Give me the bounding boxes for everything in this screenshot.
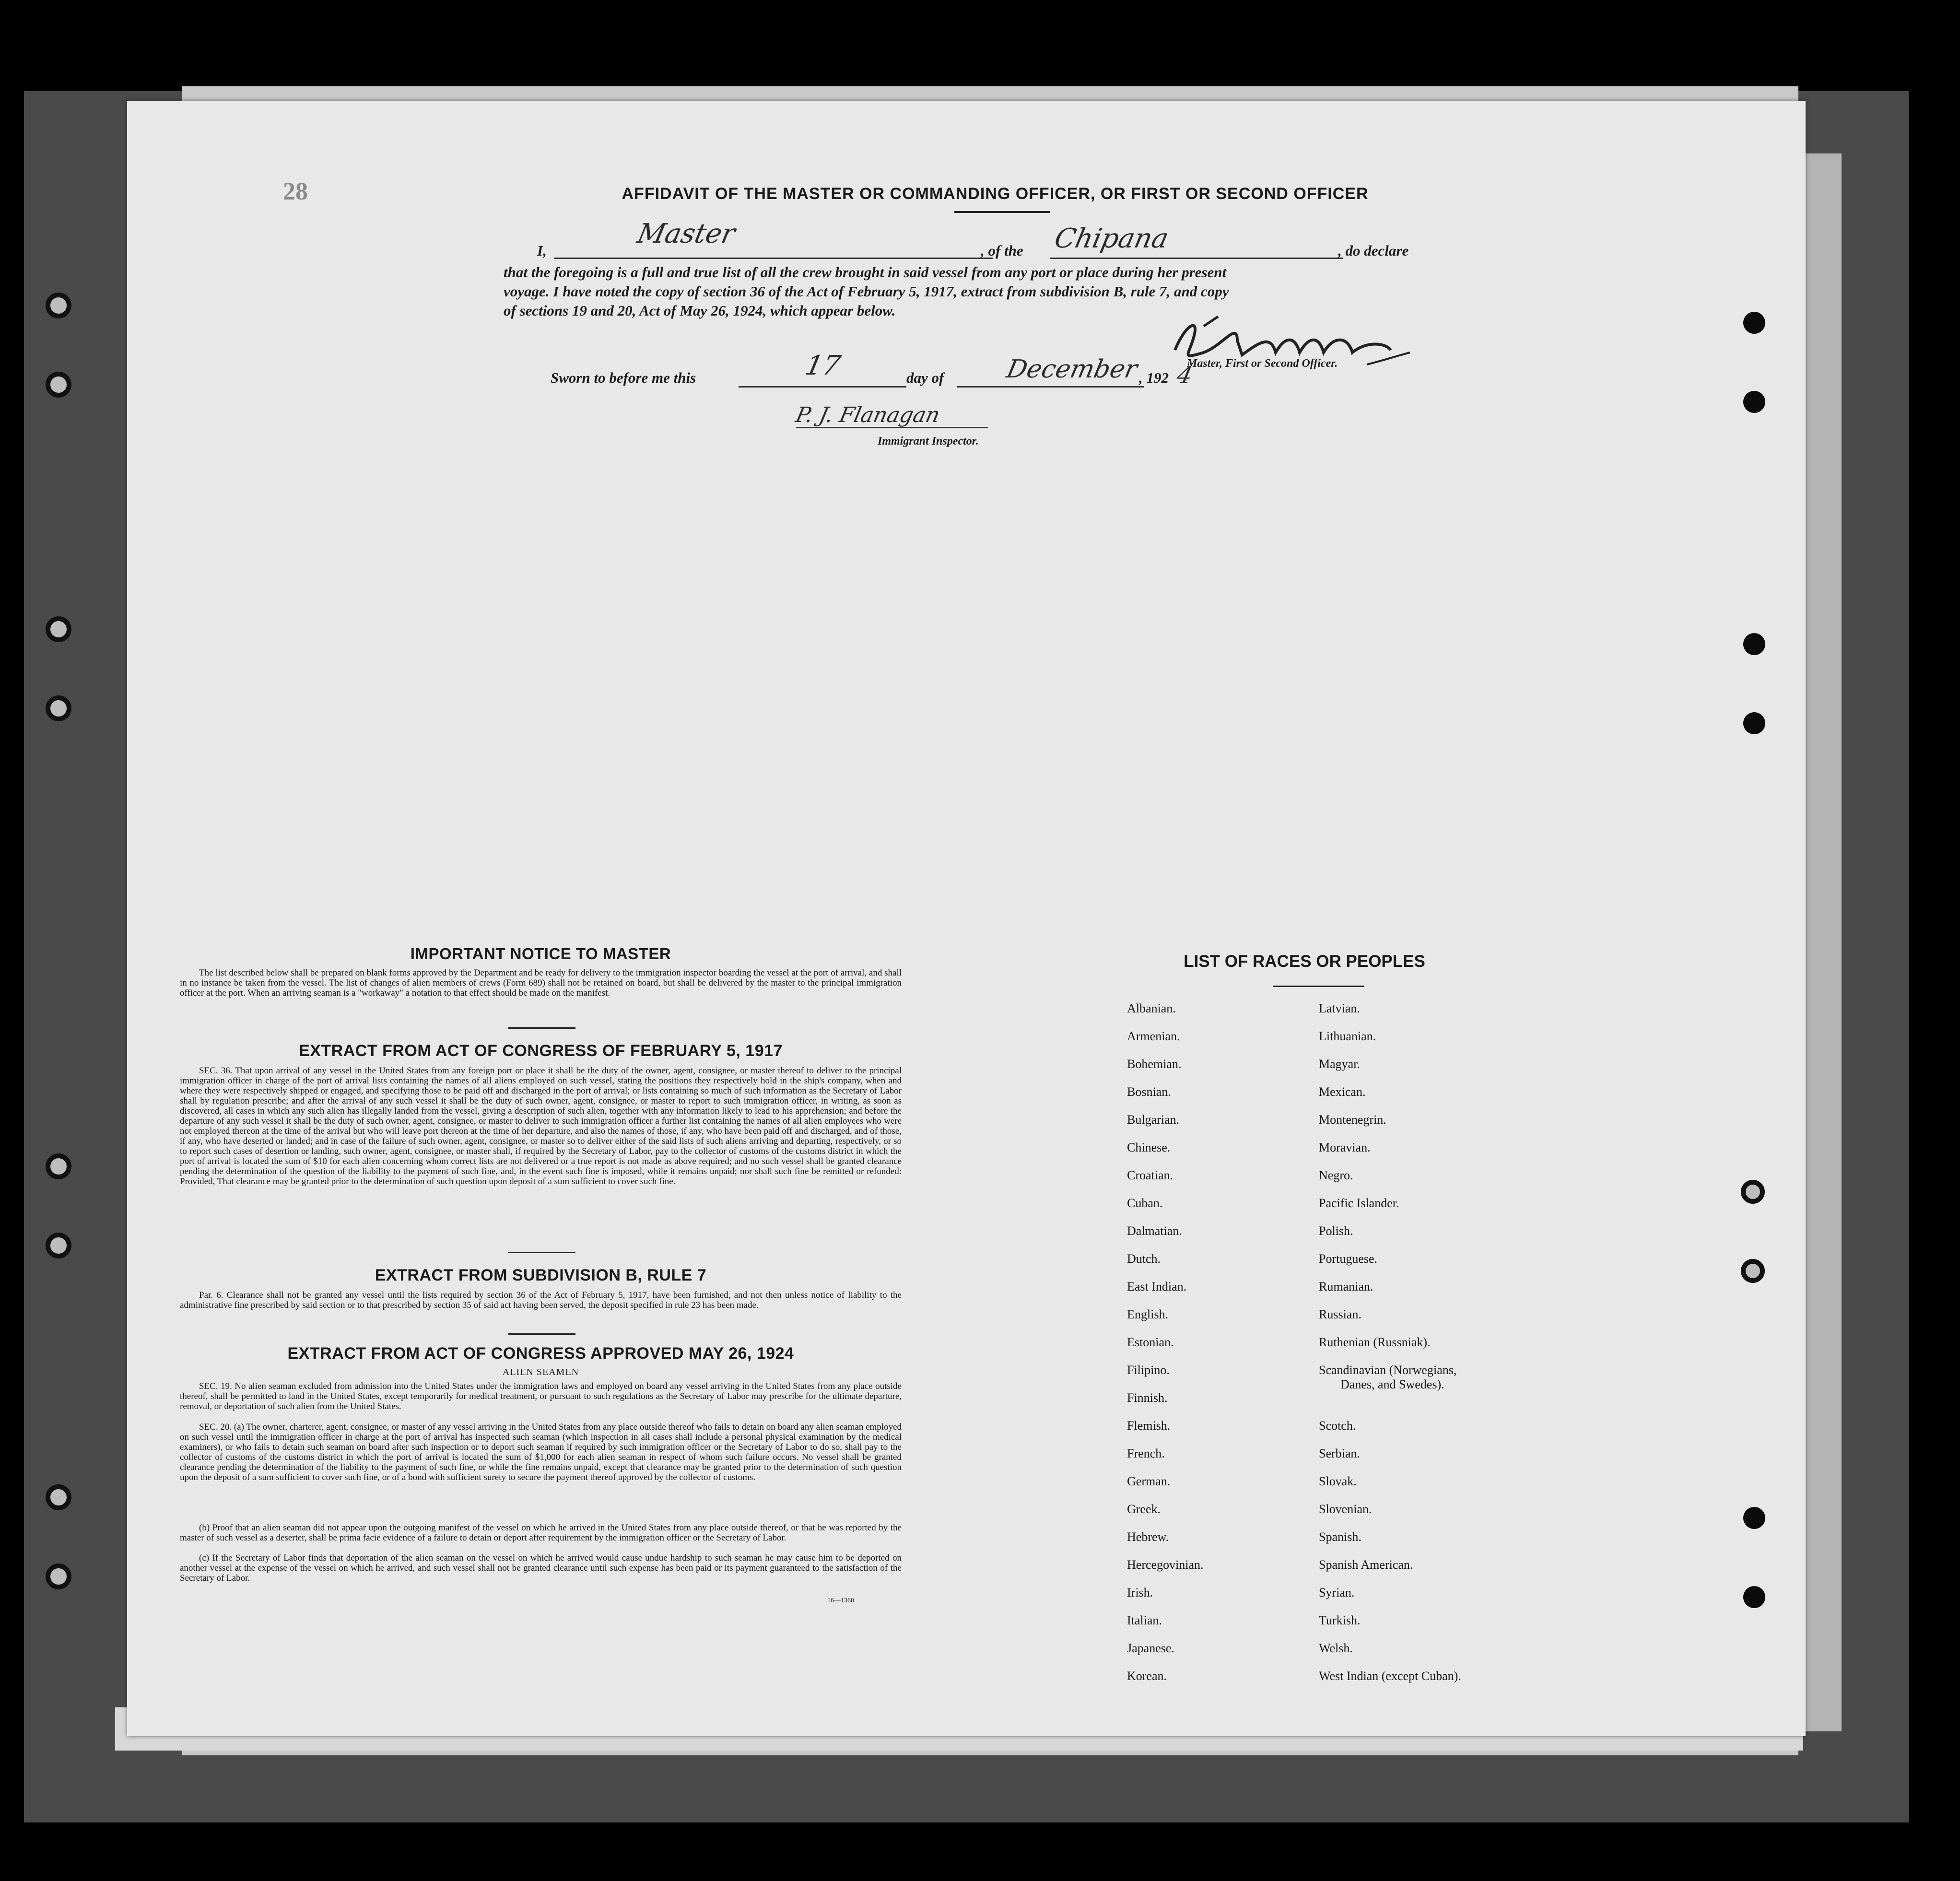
punch-hole: [1741, 1180, 1765, 1204]
race-item: Finnish.: [1127, 1391, 1168, 1405]
divider: [508, 1333, 575, 1335]
punch-hole: [1743, 1507, 1765, 1529]
page-number: 28: [283, 178, 308, 205]
race-item: Bosnian.: [1127, 1085, 1171, 1099]
race-item: Armenian.: [1127, 1029, 1180, 1043]
race-item: Turkish.: [1319, 1613, 1361, 1627]
vessel-line: [1050, 258, 1343, 259]
sworn-label: Sworn to before me this: [551, 369, 696, 386]
document-page: [127, 101, 1806, 1736]
race-item: Spanish American.: [1319, 1558, 1413, 1572]
race-item: English.: [1127, 1307, 1168, 1321]
race-item: Portuguese.: [1319, 1252, 1378, 1266]
race-item: Syrian.: [1319, 1586, 1355, 1599]
race-item: Montenegrin.: [1319, 1113, 1386, 1127]
race-item: Croatian.: [1127, 1168, 1174, 1182]
punch-hole: [46, 616, 71, 642]
race-item: Magyar.: [1319, 1057, 1360, 1071]
rule7-title: EXTRACT FROM SUBDIVISION B, RULE 7: [375, 1266, 707, 1284]
race-item: Greek.: [1127, 1502, 1161, 1516]
day-line: [739, 386, 906, 388]
race-item: Japanese.: [1127, 1641, 1174, 1655]
i-label: I,: [537, 242, 547, 259]
punch-hole: [46, 1233, 71, 1258]
punch-hole: [46, 1564, 71, 1589]
punch-hole: [1743, 312, 1765, 334]
extract-1917-title: EXTRACT FROM ACT OF CONGRESS OF FEBRUARY 5, 1917: [299, 1042, 783, 1060]
punch-hole: [46, 372, 71, 398]
race-item: Scotch.: [1319, 1419, 1356, 1433]
extract-1924-title: EXTRACT FROM ACT OF CONGRESS APPROVED MAY 26, 1924: [287, 1344, 794, 1363]
rule7-text: Par. 6. Clearance shall not be granted any vessel until the lists required by section 36 of the Act of February 5, 1917, have been furnished, and not then unless notice of liability to the administrative fine prescribed by said section or to that prescribed by section 35 of said act having been served, the deposit specified in rule 23 has been made.: [180, 1290, 902, 1310]
sec20c-text: (c) If the Secretary of Labor finds that deportation of the alien seaman on the vessel on which he arrived would cause undue hardship to such seaman he may cause him to be deported on another vessel at the expense of the vessel on which he arrived, and such vessel shall not be granted clearance until such expense has been paid or its payment guaranteed to the satisfaction of the Secretary of Labor.: [180, 1553, 902, 1583]
inspector-caption: Immigrant Inspector.: [878, 435, 979, 447]
year-handwritten: 4: [1174, 362, 1195, 389]
master-caption: Master, First or Second Officer.: [1187, 357, 1338, 370]
race-item: Albanian.: [1127, 1001, 1176, 1015]
affidavit-body-line2: voyage. I have noted the copy of section 36 of the Act of February 5, 1917, extract from subdivision B, rule 7, and copy: [504, 283, 1229, 300]
race-item: Flemish.: [1127, 1419, 1171, 1433]
race-item: Pacific Islander.: [1319, 1196, 1399, 1210]
race-item: Hercegovinian.: [1127, 1558, 1204, 1572]
name-line: [554, 258, 993, 259]
race-item: Spanish.: [1319, 1530, 1361, 1544]
punch-hole: [1741, 1259, 1765, 1283]
punch-hole: [1743, 712, 1765, 734]
race-item: Italian.: [1127, 1613, 1162, 1627]
punch-hole: [46, 1153, 71, 1179]
notice-title: IMPORTANT NOTICE TO MASTER: [410, 945, 671, 963]
race-item: Filipino.: [1127, 1363, 1170, 1377]
race-item: Lithuanian.: [1319, 1029, 1376, 1043]
month-line: [957, 386, 1144, 388]
title-underline: [954, 211, 1050, 213]
year-label: , 192: [1139, 369, 1169, 386]
race-item: Scandinavian (Norwegians,: [1319, 1363, 1457, 1377]
race-item: Slovak.: [1319, 1474, 1357, 1488]
extract-1917-text: SEC. 36. That upon arrival of any vessel in the United States from any foreign port or place it shall be the duty of the owner, agent, consignee, or master thereof to deliver to the principal immigration officer in charge of the port of arrival lists containing the names of all aliens employed on such vessel, stating the positions they respectively hold in the ship's company, when and where they were respectively shipped or engaged, and specifying those to be paid off and discharged in the port of arrival; or lists containing so much of such information as the Secretary of Labor shall by regulation prescribe; and after the arrival of any such vessel it shall be the duty of such owner, agent, consignee, or master to report to such immigration officer, in writing, as soon as discovered, all cases in which any such alien has illegally landed from the vessel, giving a description of such alien, together with any information likely to lead to his apprehension; and before the departure of any such vessel it shall be the duty of such owner, agent, consignee, or master to deliver to such immigration officer a further list containing the names of all alien employees who were not employed thereon at the time of the arrival but who will leave port thereon at the time of her departure, and also the names of those, if any, who have been paid off and discharged, and of those, if any, who have deserted or landed; and in case of the failure of such owner, agent, consignee, or master so to deliver either of the said lists of such aliens arriving and departing, respectively, or so to report such cases of desertion or landing, such owner, agent, consignee, or master shall, if required by the Secretary of Labor, pay to the collector of customs of the customs district in which the port of arrival is located the sum of $10 for each alien concerning whom correct lists are not delivered or a true report is not made as above required; and no such vessel shall be granted clearance pending the determination of the question of the liability to the payment of such fine, and, in the event such fine is imposed, while it remains unpaid; nor shall such fine be remitted or refunded: Provided, That clearance may be granted prior to the determination of such question upon deposit of a sum sufficient to cover such fine.: [180, 1066, 902, 1187]
affidavit-title: AFFIDAVIT OF THE MASTER OR COMMANDING OFFICER, OR FIRST OR SECOND OFFICER: [622, 185, 1369, 203]
race-item: Irish.: [1127, 1586, 1153, 1599]
race-item: Chinese.: [1127, 1140, 1171, 1154]
race-item: Dutch.: [1127, 1252, 1161, 1266]
declare-label: , do declare: [1338, 242, 1409, 259]
master-name-handwritten: Master: [634, 218, 738, 249]
of-the-label: , of the: [981, 242, 1023, 259]
race-item: Dalmatian.: [1127, 1224, 1182, 1238]
race-item: East Indian.: [1127, 1280, 1187, 1293]
race-item: Korean.: [1127, 1669, 1167, 1683]
punch-hole: [46, 293, 71, 318]
race-item: German.: [1127, 1474, 1171, 1488]
punch-hole: [1743, 633, 1765, 655]
race-item: West Indian (except Cuban).: [1319, 1669, 1461, 1683]
race-item: Latvian.: [1319, 1001, 1360, 1015]
race-item: Negro.: [1319, 1168, 1353, 1182]
race-item: Slovenian.: [1319, 1502, 1372, 1516]
sec20b-text: (b) Proof that an alien seaman did not appear upon the outgoing manifest of the vessel on which he arrived in the United States from any place outside thereof, or that he was reported by the master of such vessel as a deserter, shall be prima facie evidence of a failure to detain or deport after requirement by the immigration officer or the Secretary of Labor.: [180, 1523, 902, 1543]
race-item: Bohemian.: [1127, 1057, 1182, 1071]
affidavit-body-line3: of sections 19 and 20, Act of May 26, 1924, which appear below.: [504, 302, 896, 319]
punch-hole: [1743, 1586, 1765, 1608]
race-item: Ruthenian (Russniak).: [1319, 1335, 1431, 1349]
race-item: Russian.: [1319, 1307, 1361, 1321]
alien-seamen-subtitle: ALIEN SEAMEN: [502, 1367, 579, 1377]
month-handwritten: December: [1004, 355, 1140, 384]
divider: [508, 1027, 575, 1029]
race-item: Bulgarian.: [1127, 1113, 1180, 1127]
race-item: Rumanian.: [1319, 1280, 1373, 1293]
race-item: Moravian.: [1319, 1140, 1371, 1154]
race-item: Estonian.: [1127, 1335, 1174, 1349]
races-title: LIST OF RACES OR PEOPLES: [1184, 952, 1425, 971]
sec19-text: SEC. 19. No alien seaman excluded from admission into the United States under the immigration laws and employed on board any vessel arriving in the United States from any place outside thereof, shall be permitted to land in the United States, except temporarily for medical treatment, or pursuant to such regulations as the Secretary of Labor may prescribe for the ultimate departure, removal, or deportation of such alien from the United States.: [180, 1381, 902, 1411]
day-of-label: day of: [906, 369, 944, 386]
sec20a-text: SEC. 20. (a) The owner, charterer, agent, consignee, or master of any vessel arriving in the United States from any place outside thereof who fails to detain on board any alien seaman employed on such vessel until the immigration officer in charge at the port of arrival has inspected such seaman (which inspection in all cases shall include a personal physical examination by the medical examiners), or who fails to detain such seaman on board after such inspection or to deport such seaman if required by such immigration officer or the Secretary of Labor to do so, shall pay to the collector of customs of the customs district in which the port of arrival is located the sum of $1,000 for each alien seaman in respect of whom such failure occurs. No vessel shall be granted clearance pending the determination of the liability to the payment of such fine, or while the fine remains unpaid, except that clearance may be granted prior to the determination of such question upon the deposit of a sum sufficient to cover such fine, or of a bond with sufficient surety to secure the payment thereof approved by the collector of customs.: [180, 1422, 902, 1482]
punch-hole: [46, 695, 71, 721]
race-item: Danes, and Swedes).: [1340, 1377, 1444, 1391]
races-underline: [1273, 986, 1364, 987]
day-handwritten: 17: [802, 350, 844, 381]
race-item: Welsh.: [1319, 1641, 1353, 1655]
race-item: Serbian.: [1319, 1446, 1360, 1460]
vessel-name-handwritten: Chipana: [1052, 223, 1172, 254]
affidavit-body-line1: that the foregoing is a full and true list of all the crew brought in said vessel from any port or place during her present: [504, 264, 1227, 281]
race-item: Mexican.: [1319, 1085, 1366, 1099]
punch-hole: [46, 1484, 71, 1510]
divider: [508, 1252, 575, 1253]
punch-hole: [1743, 391, 1765, 413]
race-item: French.: [1127, 1446, 1165, 1460]
race-item: Cuban.: [1127, 1196, 1163, 1210]
inspector-signature: P. J. Flanagan: [793, 403, 942, 427]
race-item: Hebrew.: [1127, 1530, 1169, 1544]
race-item: Polish.: [1319, 1224, 1353, 1238]
form-code: 16—1360: [827, 1597, 854, 1604]
notice-text: The list described below shall be prepared on blank forms approved by the Department and be ready for delivery to the immigration inspector boarding the vessel at the port of arrival, and shall in no instance be taken from the vessel. The list of changes of alien members of crews (Form 689) shall not be retained on board, but shall be delivered by the master to the principal immigration officer at the port. When an arriving seaman is a "workaway" a notation to that effect should be made on the manifest.: [180, 968, 902, 998]
